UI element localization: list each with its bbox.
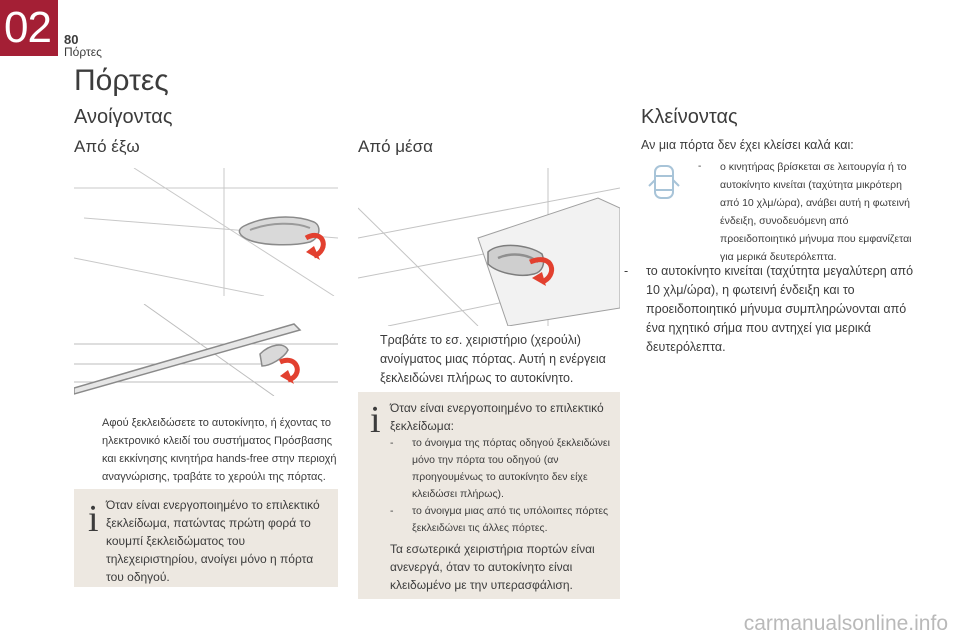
watermark: carmanualsonline.info — [743, 612, 948, 635]
outside-note-text: Όταν είναι ενεργοποιημένο το επιλεκτικό ξεκλείδωμα, πατώντας πρώτη φορά το κουμπί ξεκλειδώματος του τηλεχειριστηρίου, ανοίγει μόνο η πόρτα του οδηγού. — [106, 498, 320, 584]
pull-arrow-icon — [280, 360, 297, 384]
outside-heading: Από έξω — [74, 137, 140, 156]
inside-note-box — [358, 392, 620, 599]
open-door-warning-icon — [646, 162, 682, 202]
inside-instruction — [358, 331, 620, 388]
closing-item-1-text: ο κινητήρας βρίσκεται σε λειτουργία ή το αυτοκίνητο κινείται (ταχύτητα μικρότερη από 10 χλμ/ώρα), ανάβει αυτή η φωτεινή ένδειξη, συνοδευόμενη από προειδοποιητικό μήνυμα που εμφανίζεται για μερικά δευτερόλεπτα. — [720, 161, 912, 263]
inside-note-intro: Όταν είναι ενεργοποιημένο το επιλεκτικό ξεκλείδωμα: — [390, 401, 604, 433]
dash-marker: - — [390, 505, 394, 517]
inside-note-item — [390, 435, 616, 503]
inside-note-content — [390, 399, 616, 594]
inside-heading: Από μέσα — [358, 137, 433, 156]
opening-heading: Ανοίγοντας — [74, 106, 173, 128]
chapter-number: 02 — [4, 3, 51, 52]
closing-item-2-text: το αυτοκίνητο κινείται (ταχύτητα μεγαλύτερη από 10 χλμ/ώρα), η φωτεινή ένδειξη και το προειδοποιητικό μήνυμα συμπληρώνονται από ένα ηχητικό σήμα που αντηχεί για μερικά δευτερόλεπτα. — [646, 264, 914, 354]
chapter-tab — [0, 0, 58, 56]
dash-marker: - — [624, 264, 629, 278]
section-label: Πόρτες — [64, 45, 102, 59]
inside-note-item-text: το άνοιγμα της πόρτας οδηγού ξεκλειδώνει μόνο την πόρτα του οδηγού (αν προηγουμένως το αυτοκίνητο δεν είχε κλειδώσει πλήρως). — [412, 437, 610, 500]
page-number: 80 — [64, 32, 79, 47]
info-icon: i — [370, 399, 381, 441]
inside-instruction-text: Τραβάτε το εσ. χειριστήριο (χερούλι) ανοίγματος μιας πόρτας. Αυτή η ενέργεια ξεκλειδώνει πλήρως το αυτοκίνητο. — [380, 333, 606, 385]
inside-note-item — [390, 503, 616, 537]
closing-intro: Αν μια πόρτα δεν έχει κλείσει καλά και: — [641, 138, 854, 152]
outside-instruction-text: Αφού ξεκλειδώσετε το αυτοκίνητο, ή έχοντας το ηλεκτρονικό κλειδί του συστήματος Πρόσβασης και εκκίνησης κινητήρα hands-free στην περιοχή αναγνώρισης, τραβάτε το χερούλι της πόρτας. — [102, 417, 337, 483]
inside-note-outro: Τα εσωτερικά χειριστήρια πορτών είναι ανενεργά, όταν το αυτοκίνητο είναι κλειδωμένο με την υπερασφάλιση. — [390, 542, 595, 592]
outside-note-box — [74, 489, 338, 587]
closing-item-2 — [624, 262, 920, 357]
inside-handle-illustration — [358, 168, 620, 326]
closing-heading: Κλείνοντας — [641, 106, 738, 128]
outside-car-illustration — [74, 304, 338, 396]
page-title: Πόρτες — [74, 64, 169, 97]
info-icon: i — [88, 498, 99, 540]
outside-instruction — [80, 414, 338, 486]
inside-note-item-text: το άνοιγμα μιας από τις υπόλοιπες πόρτες ξεκλειδώνει τις άλλες πόρτες. — [412, 505, 609, 534]
dash-marker: - — [390, 437, 394, 449]
dash-marker: - — [698, 161, 702, 172]
closing-item-1 — [698, 158, 916, 266]
outside-handle-illustration — [74, 168, 338, 296]
